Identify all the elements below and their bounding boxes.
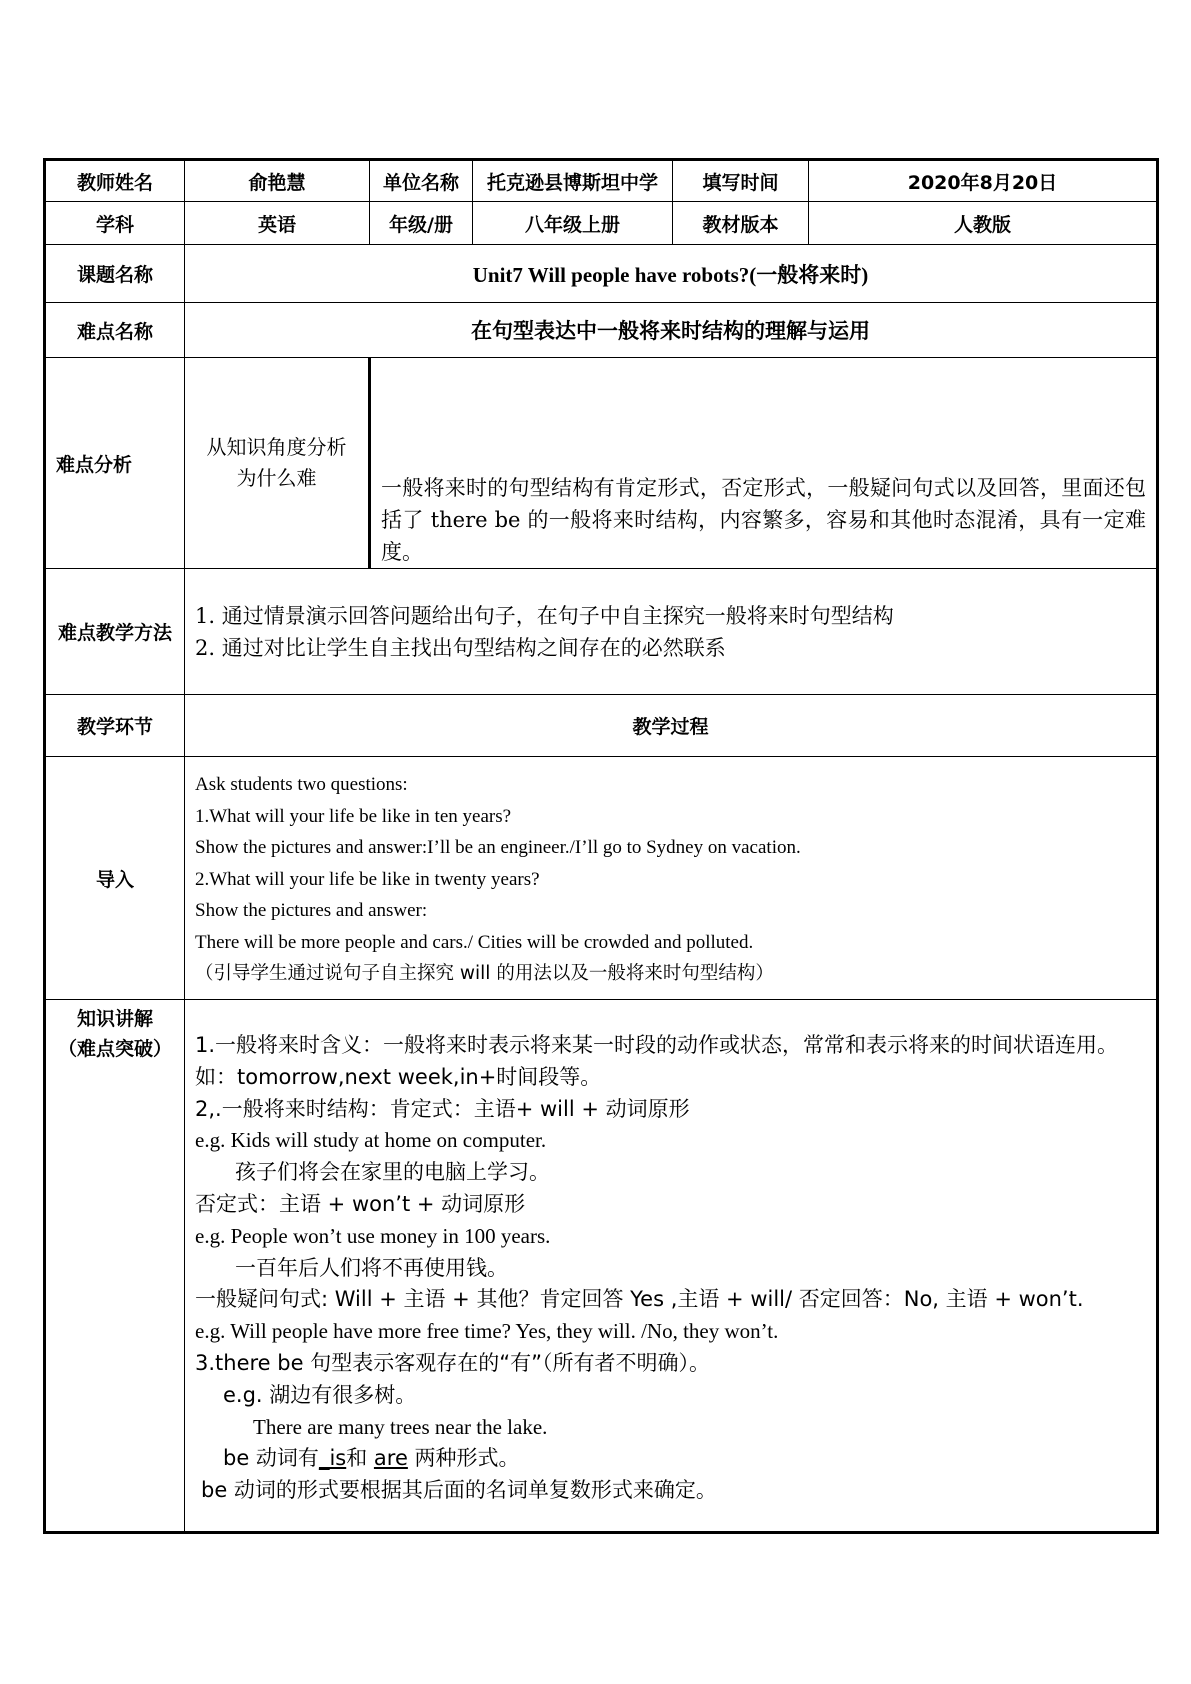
intro-cell <box>185 757 1158 1000</box>
analysis-row <box>45 358 1158 569</box>
unit-name-value: 托克逊县博斯坦中学 <box>473 160 673 202</box>
teacher-name-label: 教师姓名 <box>45 160 185 202</box>
knowledge-row <box>45 1000 1158 1533</box>
teacher-name-value: 俞艳慧 <box>185 160 370 202</box>
topic-label: 课题名称 <box>45 245 185 303</box>
and-text: 和 <box>346 1446 374 1471</box>
edition-label: 教材版本 <box>673 202 809 245</box>
subject-value: 英语 <box>185 202 370 245</box>
is-underlined: _is <box>318 1446 347 1471</box>
analysis-sub-label: 从知识角度分析为什么难 <box>185 358 370 569</box>
topic-value: Unit7 Will people have robots?(一般将来时) <box>185 245 1158 303</box>
method-item-2: 2. 通过对比让学生自主找出句型结构之间存在的必然联系 <box>195 635 726 660</box>
intro-line-1: Ask students two questions: <box>195 774 408 795</box>
analysis-label: 难点分析 <box>45 358 185 569</box>
fill-date-label: 填写时间 <box>673 160 809 202</box>
process-header-row <box>45 695 1158 757</box>
intro-line-5: Show the pictures and answer: <box>195 900 428 921</box>
knowledge-line-9: e.g. Will people have more free time? Yes, they will. /No, they won’t. <box>195 1319 779 1344</box>
unit-name-label: 单位名称 <box>370 160 473 202</box>
difficulty-row <box>45 303 1158 358</box>
knowledge-line-1: 1.一般将来时含义：一般将来时表示将来某一时段的动作或状态，常常和表示将来的时间状语连用。如：tomorrow,next week,in+时间段等。 <box>195 1033 1119 1089</box>
knowledge-line-2: 2,.一般将来时结构：肯定式：主语+ will + 动词原形 <box>195 1096 690 1121</box>
intro-note: （引导学生通过说句子自主探究 will 的用法以及一般将来时句型结构） <box>195 963 774 984</box>
analysis-text: 一般将来时的句型结构有肯定形式，否定形式，一般疑问句式以及回答，里面还包括了 there be 的一般将来时结构，内容繁多，容易和其他时态混淆，具有一定难度。 <box>381 476 1146 564</box>
subject-label: 学科 <box>45 202 185 245</box>
process-label: 教学环节 <box>45 695 185 757</box>
info-row-2 <box>45 202 1158 245</box>
be-verb-text: be 动词有 <box>223 1446 319 1471</box>
fill-date-value: 2020年8月20日 <box>809 160 1158 202</box>
knowledge-line-4: 孩子们将会在家里的电脑上学习。 <box>235 1160 550 1185</box>
two-forms-text: 两种形式。 <box>407 1446 520 1471</box>
lesson-plan-table <box>43 158 1159 1534</box>
knowledge-line-8: 一般疑问句式: Will + 主语 + 其他？肯定回答 Yes ,主语 + will/ 否定回答：No, 主语 + won’t. <box>195 1287 1084 1312</box>
info-row-1 <box>45 160 1158 202</box>
analysis-cell <box>370 358 1158 569</box>
difficulty-label: 难点名称 <box>45 303 185 358</box>
topic-row <box>45 245 1158 303</box>
knowledge-line-13 <box>195 1443 1146 1475</box>
knowledge-label-line-1: 知识讲解 <box>76 1008 153 1030</box>
grade-value: 八年级上册 <box>473 202 673 245</box>
methods-label: 难点教学方法 <box>45 569 185 695</box>
edition-value: 人教版 <box>809 202 1158 245</box>
knowledge-line-6: e.g. People won’t use money in 100 years. <box>195 1223 551 1248</box>
intro-label: 导入 <box>45 757 185 1000</box>
knowledge-line-3: e.g. Kids will study at home on computer. <box>195 1128 547 1153</box>
intro-line-2: 1.What will your life be like in ten years? <box>195 805 512 827</box>
difficulty-value: 在句型表达中一般将来时结构的理解与运用 <box>185 303 1158 358</box>
knowledge-line-11: e.g. 湖边有很多树。 <box>223 1382 417 1407</box>
methods-cell <box>185 569 1158 695</box>
intro-line-3: Show the pictures and answer:I’ll be an engineer./I’ll go to Sydney on vacation. <box>195 837 801 858</box>
knowledge-line-10: 3.there be 句型表示客观存在的“有”（所有者不明确）。 <box>195 1350 710 1375</box>
knowledge-cell <box>185 1000 1158 1533</box>
process-value: 教学过程 <box>185 695 1158 757</box>
intro-line-4: 2.What will your life be like in twenty years? <box>195 868 540 890</box>
knowledge-line-12: There are many trees near the lake. <box>253 1414 548 1439</box>
knowledge-line-14: be 动词的形式要根据其后面的名词单复数形式来确定。 <box>201 1478 717 1503</box>
knowledge-label <box>45 1000 185 1533</box>
methods-row <box>45 569 1158 695</box>
are-underlined: are <box>373 1446 408 1471</box>
knowledge-line-7: 一百年后人们将不再使用钱。 <box>235 1255 508 1280</box>
grade-label: 年级/册 <box>370 202 473 245</box>
intro-line-6: There will be more people and cars./ Cities will be crowded and polluted. <box>195 931 754 953</box>
method-item-1: 1. 通过情景演示回答问题给出句子，在句子中自主探究一般将来时句型结构 <box>195 603 894 628</box>
intro-row <box>45 757 1158 1000</box>
knowledge-label-line-2: （难点突破） <box>57 1038 172 1060</box>
knowledge-line-5: 否定式：主语 + won’t + 动词原形 <box>195 1191 526 1216</box>
